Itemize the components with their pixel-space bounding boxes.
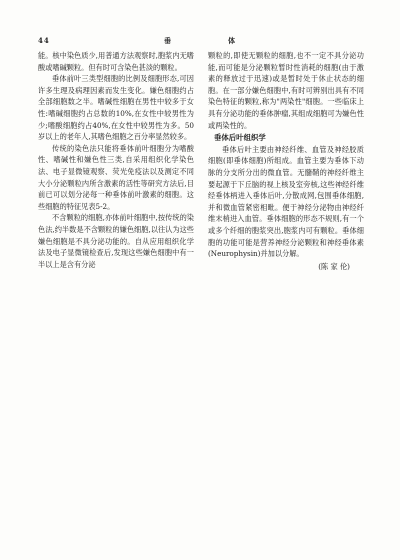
paragraph: 垂体前叶三类型细胞的比例及细胞形态,可因许多生理及病理因素而发生变化。嫌色细胞约占全部细胞数之半。嗜碱性细胞在男性中较多于女性:嗜碱细胞约占总数的10%,在女性中较男性为少;嗜酸细胞约占40%,在女性中较男性为多。50岁以上的老年人,其嗜色细胞之百分率显然较多。: [38, 74, 194, 142]
paragraph: 传统的染色法只能将垂体前叶细胞分为嗜酸性、嗜碱性和嫌色性三类,自采用组织化学染色法、电子显微镜观察、荧光免疫法以及测定不同大小分泌颗粒内所含激素的活性等研究方法后,目前已可以划分泌每一种垂体前叶激素的细胞。这些细胞的特征见表5-2。: [38, 143, 194, 211]
left-column: [38, 50, 194, 270]
paragraph: 垂体后叶主要由神经纤维、血管及神经胶质细胞(即垂体细胞)所组成。血管主要为垂体下动脉的分支所分出的微血管。无髓鞘的神经纤维主要起源于下丘脑的视上核及室旁核,这些神经纤维经垂体柄进入垂体后叶,分散成网,包围垂体细胞,并和微血管紧密相毗。便于神经分泌物由神经纤维末梢进入血管。垂体细胞的形态不规则,有一个或多个纤细的胞浆突出,胞浆内可有颗粒。垂体细胞的功能可能是营养神经分泌颗粒和神经垂体素(Neurophysin)并加以分解。: [208, 144, 364, 259]
right-column: [208, 50, 364, 272]
paragraph: 能。核中染色质少,用普通方法观察时,胞浆内无嗜酸或嗜碱颗粒。但有时可含染色甚淡的颗粒。: [38, 51, 194, 72]
body-columns: [38, 50, 364, 430]
author-attribution: (陈 家 伦): [318, 261, 350, 271]
page-number: 44: [38, 36, 50, 45]
section-heading: 垂体后叶组织学: [214, 133, 266, 143]
paragraph: 颗粒的,即使无颗粒的细胞,也不一定不具分泌功能,而可能是分泌颗粒暂时性消耗的细胞(由于激素的释放过于迅速)或是暂时处于休止状态的细胞。在一部分嫌色细胞中,有时可辨别出具有不同染色特征的颗粒,称为"两染性"细胞。一些临床上具有分泌功能的垂体肿瘤,其组成细胞可为嫌色性或两染性的。: [208, 51, 364, 130]
paragraph: 不含颗粒的细胞,亦体前叶细胞中,按传统的染色法,约半数是不含颗粒的嫌色细胞,以往认为这些嫌色细胞是不具分泌功能的。自从应用组织化学法及电子显微镜检查后,发现这些嫌色细胞中有一半以上是含有分泌: [38, 213, 194, 269]
running-title: 垂 体: [164, 36, 236, 45]
page-header: [38, 36, 362, 48]
